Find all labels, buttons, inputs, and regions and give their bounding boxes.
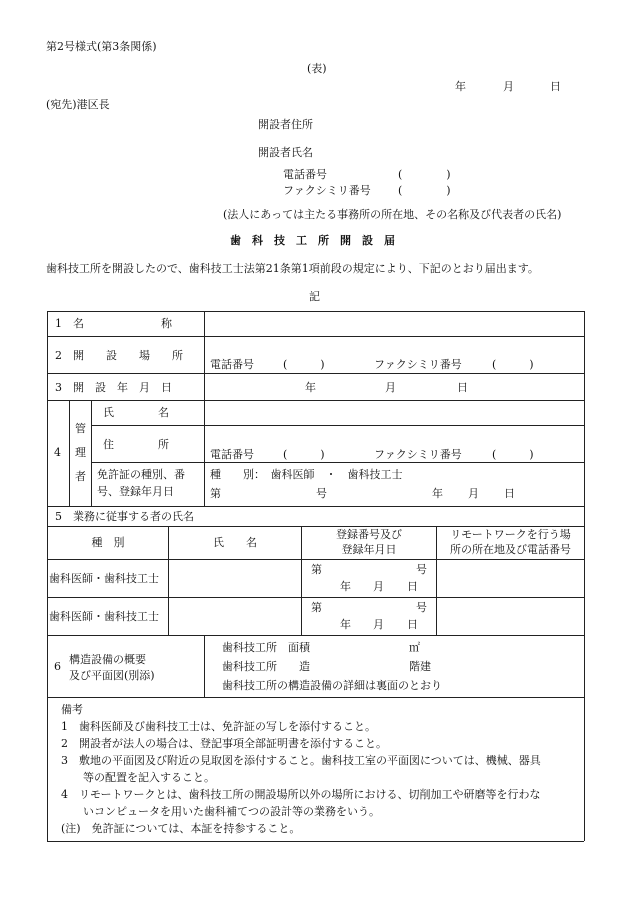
col-reg-header-line1: 登録番号及び [336,528,402,541]
applicant-fax-paren: ( ) [398,184,451,197]
col-remote-header-line1: リモートワークを行う場 [450,528,571,541]
table-line [91,462,584,463]
table-line [47,635,584,636]
staff-reg-year: 年 [340,618,351,631]
note-item: いコンピュータを用いた歯科補てつの設計等の業務をいう。 [61,805,380,818]
notes-heading: 備考 [61,703,83,716]
manager-name-field[interactable] [205,401,583,424]
manager-address-label: 住 所 [103,438,169,451]
staff-reg-dai: 第 [311,563,322,576]
staff-reg-day: 日 [407,580,418,593]
license-gou: 号 [316,487,327,500]
col-name-header: 氏 名 [213,536,257,549]
table-line [69,400,70,506]
staff-reg-dai: 第 [311,601,322,614]
row3-date-label: 3 開 設 年 月 日 [55,381,172,394]
table-line [91,400,92,506]
form-number: 第2号様式(第3条関係) [46,40,157,53]
applicant-phone-paren: ( ) [398,168,451,181]
row2-fax-label: ファクシミリ番号 [374,358,462,371]
manager-fax-paren: ( ) [492,448,534,461]
table-line [47,373,584,374]
col-type-header: 種 別 [91,536,125,549]
staff-reg-gou: 号 [416,563,427,576]
staff-reg-month: 月 [373,618,384,631]
staff-type: 歯科医師・歯科技工士 [49,572,159,585]
ki-label: 記 [309,290,320,303]
manager-fax-label: ファクシミリ番号 [374,448,462,461]
structure-detail: 歯科技工所の構造設備の詳細は裏面のとおり [222,679,442,692]
row6-label-line2: 及び平面図(別添) [69,669,155,682]
staff-name-field[interactable] [169,598,300,634]
applicant-name-label: 開設者氏名 [258,146,313,159]
manager-phone-paren: ( ) [283,448,325,461]
addressee: (宛先)港区長 [46,98,110,111]
date-year: 年 [455,80,466,93]
document-title: 歯 科 技 工 所 開 設 届 [230,234,395,247]
note-item: 等の配置を記入すること。 [61,771,215,784]
table-line [204,635,205,697]
date-month: 月 [503,80,514,93]
manager-char: 者 [75,470,86,483]
col-remote-header-line2: 所の所在地及び電話番号 [450,543,571,556]
manager-char: 理 [75,446,86,459]
table-line [47,841,584,842]
staff-reg-year: 年 [340,580,351,593]
row2-fax-paren: ( ) [492,358,534,371]
facility-name-field[interactable] [205,312,583,335]
staff-reg-gou: 号 [416,601,427,614]
row2-location-label: 2 開 設 場 所 [55,349,183,362]
note-item: 4 リモートワークとは、歯科技工所の開設場所以外の場所における、切削加工や研磨等を行わな [61,788,541,801]
license-day: 日 [504,487,515,500]
license-label-line1: 免許証の種別、番 [97,468,185,481]
location-field[interactable] [205,337,583,357]
applicant-address-label: 開設者住所 [258,118,313,131]
staff-reg-month: 月 [373,580,384,593]
table-line [47,311,48,841]
license-dai: 第 [210,487,221,500]
staff-remote-field[interactable] [437,598,583,634]
license-label-line2: 号、登録年月日 [97,485,174,498]
note-item: (注) 免許証については、本証を持参すること。 [61,822,301,835]
floor-unit: 階建 [409,660,431,673]
area-unit: ㎡ [409,641,420,654]
date-day: 日 [550,80,561,93]
structure-label: 歯科技工所 造 [222,660,310,673]
row3-day: 日 [457,381,468,394]
manager-name-label: 氏 名 [103,406,169,419]
intro-text: 歯科技工所を開設したので、歯科技工士法第21条第1項前段の規定により、下記のとおり届出ます。 [46,262,539,275]
staff-name-field[interactable] [169,560,300,596]
manager-char: 管 [75,422,86,435]
table-line [47,697,584,698]
table-line [91,425,584,426]
row1-name-label: 1 名 称 [55,317,172,330]
table-line [584,311,585,841]
side-label: (表) [307,62,327,75]
license-year: 年 [432,487,443,500]
note-item: 3 敷地の平面図及び附近の見取図を添付すること。歯科技工室の平面図については、機械、器具 [61,754,541,767]
row2-phone-label: 電話番号 [210,358,254,371]
staff-remote-field[interactable] [437,560,583,596]
row2-phone-paren: ( ) [283,358,325,371]
corporation-note: (法人にあっては主たる事務所の所在地、その名称及び代表者の氏名) [223,208,562,221]
table-line [47,506,584,507]
row3-year: 年 [305,381,316,394]
applicant-phone-label: 電話番号 [283,168,327,181]
row6-number: 6 [54,660,61,673]
note-item: 1 歯科医師及び歯科技工士は、免許証の写しを添付すること。 [61,720,376,733]
license-type-line: 種 別： 歯科医師 ・ 歯科技工士 [210,468,403,481]
row5-staff-label: 5 業務に従事する者の氏名 [55,510,194,523]
area-label: 歯科技工所 面積 [222,641,310,654]
applicant-fax-label: ファクシミリ番号 [283,184,371,197]
row4-number: 4 [54,446,61,459]
manager-phone-label: 電話番号 [210,448,254,461]
license-month: 月 [468,487,479,500]
note-item: 2 開設者が法人の場合は、登記事項全部証明書を添付すること。 [61,737,387,750]
row3-month: 月 [385,381,396,394]
staff-type: 歯科医師・歯科技工士 [49,610,159,623]
row6-label-line1: 構造設備の概要 [69,653,146,666]
staff-reg-day: 日 [407,618,418,631]
col-reg-header-line2: 登録年月日 [341,543,397,556]
table-line [47,526,584,527]
